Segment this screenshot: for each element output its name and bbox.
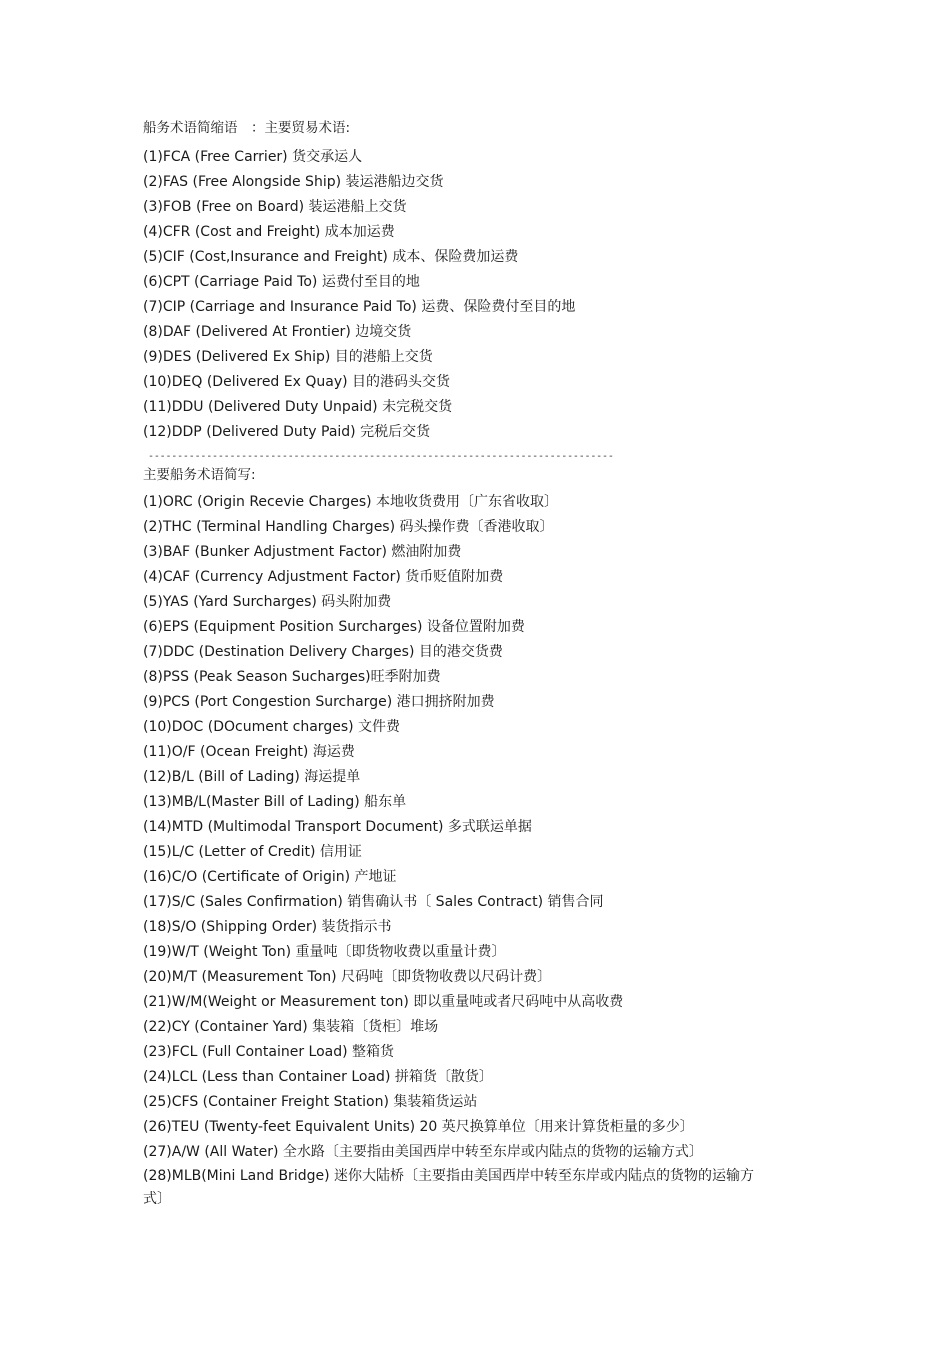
- list-item: (23)FCL (Full Container Load) 整箱货: [143, 1044, 395, 1060]
- list-item: (13)MB/L(Master Bill of Lading) 船东单: [143, 794, 407, 810]
- list-item: (1)FCA (Free Carrier) 货交承运人: [143, 149, 363, 165]
- section-heading-shipping-terms: 主要船务术语简写:: [143, 467, 256, 483]
- list-item: (10)DOC (DOcument charges) 文件费: [143, 719, 401, 735]
- trade-terms-list: [143, 145, 783, 445]
- list-item: (11)DDU (Delivered Duty Unpaid) 未完税交货: [143, 399, 453, 415]
- list-item: (19)W/T (Weight Ton) 重量吨〔即货物收费以重量计费〕: [143, 944, 506, 960]
- list-item: (18)S/O (Shipping Order) 装货指示书: [143, 919, 392, 935]
- list-item: (7)CIP (Carriage and Insurance Paid To) 运费、保险费付至目的地: [143, 299, 576, 315]
- list-item: (24)LCL (Less than Container Load) 拼箱货〔散货〕: [143, 1069, 493, 1085]
- list-item: (27)A/W (All Water) 全水路〔主要指由美国西岸中转至东岸或内陆点的货物的运输方式〕: [143, 1144, 703, 1160]
- list-item: (10)DEQ (Delivered Ex Quay) 目的港码头交货: [143, 374, 451, 390]
- list-item: (14)MTD (Multimodal Transport Document) 多式联运单据: [143, 819, 532, 835]
- list-item: (9)PCS (Port Congestion Surcharge) 港口拥挤附加费: [143, 694, 495, 710]
- list-item: (6)CPT (Carriage Paid To) 运费付至目的地: [143, 274, 420, 290]
- list-item: (22)CY (Container Yard) 集装箱〔货柜〕堆场: [143, 1019, 439, 1035]
- list-item: (11)O/F (Ocean Freight) 海运费: [143, 744, 355, 760]
- list-item: (4)CFR (Cost and Freight) 成本加运费: [143, 224, 395, 240]
- list-item: (21)W/M(Weight or Measurement ton) 即以重量吨或者尺码吨中从高收费: [143, 994, 624, 1010]
- list-item: (7)DDC (Destination Delivery Charges) 目的港交货费: [143, 644, 503, 660]
- list-item: (6)EPS (Equipment Position Surcharges) 设备位置附加费: [143, 619, 525, 635]
- list-item: (1)ORC (Origin Recevie Charges) 本地收货费用〔广东省收取〕: [143, 494, 559, 510]
- list-item: (8)PSS (Peak Season Sucharges)旺季附加费: [143, 669, 441, 685]
- list-item: (15)L/C (Letter of Credit) 信用证: [143, 844, 362, 860]
- list-item: (3)BAF (Bunker Adjustment Factor) 燃油附加费: [143, 544, 462, 560]
- list-item: (16)C/O (Certificate of Origin) 产地证: [143, 869, 397, 885]
- list-item: (20)M/T (Measurement Ton) 尺码吨〔即货物收费以尺码计费〕: [143, 969, 552, 985]
- list-item: (26)TEU (Twenty-feet Equivalent Units) 20 英尺换算单位〔用来计算货柜量的多少〕: [143, 1119, 694, 1135]
- list-item: (4)CAF (Currency Adjustment Factor) 货币贬值附加费: [143, 569, 504, 585]
- document-body: [143, 118, 783, 1211]
- shipping-terms-list: [143, 490, 783, 1165]
- list-item: (17)S/C (Sales Confirmation) 销售确认书〔 Sales Contract) 销售合同: [143, 894, 604, 910]
- list-item: (5)YAS (Yard Surcharges) 码头附加费: [143, 594, 392, 610]
- list-item: (9)DES (Delivered Ex Ship) 目的港船上交货: [143, 349, 433, 365]
- list-item: (12)B/L (Bill of Lading) 海运提单: [143, 769, 361, 785]
- list-item: (5)CIF (Cost,Insurance and Freight) 成本、保险费加运费: [143, 249, 519, 265]
- list-item: (3)FOB (Free on Board) 装运港船上交货: [143, 199, 407, 215]
- divider-line: --------------------------------------------------------------------------------: [148, 451, 614, 462]
- section-heading-trade-terms: 船务术语简缩语 ：主要贸易术语:: [143, 120, 351, 136]
- list-item: (2)THC (Terminal Handling Charges) 码头操作费〔香港收取〕: [143, 519, 554, 535]
- list-item: (2)FAS (Free Alongside Ship) 装运港船边交货: [143, 174, 444, 190]
- list-item: (28)MLB(Mini Land Bridge) 迷你大陆桥〔主要指由美国西岸中转至东岸或内陆点的货物的运输方式〕: [143, 1168, 755, 1207]
- list-item: (12)DDP (Delivered Duty Paid) 完税后交货: [143, 424, 431, 440]
- list-item: (25)CFS (Container Freight Station) 集装箱货运站: [143, 1094, 478, 1110]
- list-item: (8)DAF (Delivered At Frontier) 边境交货: [143, 324, 412, 340]
